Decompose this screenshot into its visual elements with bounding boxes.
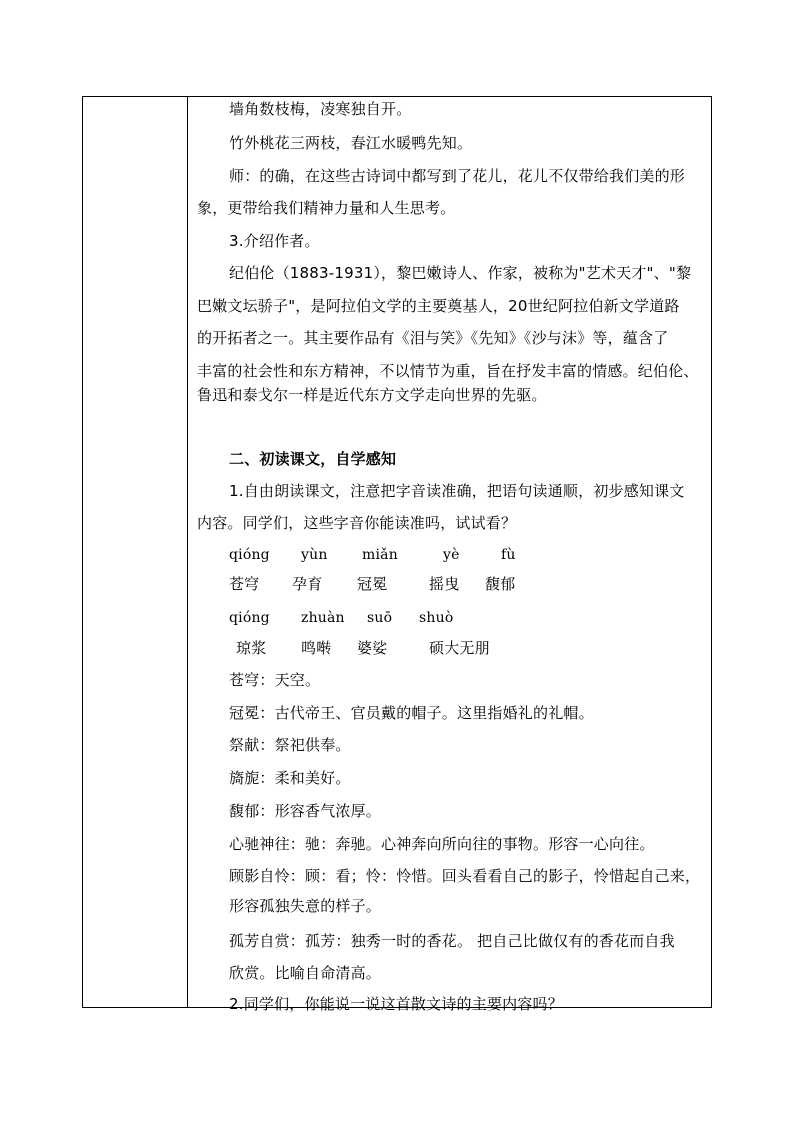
author-intro-heading: 3.介绍作者。 [229, 232, 320, 250]
definition: 冠冕：古代帝王、官员戴的帽子。这里指婚礼的礼帽。 [229, 704, 594, 722]
author-intro-line: 纪伯伦（1883-1931），黎巴嫩诗人、作家，被称为"艺术天才"、"黎 [229, 264, 692, 282]
question: 2.同学们，你能说一说这首散文诗的主要内容吗？ [229, 995, 563, 1013]
pinyin: suō [367, 610, 393, 626]
pinyin: qióng [229, 547, 270, 563]
pinyin: zhuàn [301, 610, 345, 626]
poem-line: 竹外桃花三两枝，春江水暖鸭先知。 [229, 134, 473, 152]
vocab-word: 摇曳 [429, 575, 460, 593]
exercise-line: 内容。同学们，这些字音你能读准吗，试试看？ [197, 514, 517, 532]
author-intro-line: 巴嫩文坛骄子"，是阿拉伯文学的主要奠基人，20世纪阿拉伯新文学道路 [197, 297, 680, 315]
definition: 祭献：祭祀供奉。 [229, 736, 351, 754]
definition: 形容孤独失意的样子。 [229, 897, 382, 915]
exercise-line: 1.自由朗读课文，注意把字音读准确，把语句读通顺，初步感知课文 [229, 482, 685, 500]
author-intro-line: 的开拓者之一。其主要作品有《泪与笑》《先知》《沙与沫》等，蕴含了 [197, 329, 669, 347]
pinyin: miǎn [362, 547, 398, 563]
teacher-remark-line: 师：的确，在这些古诗词中都写到了花儿，花儿不仅带给我们美的形 [229, 167, 686, 185]
definition: 顾影自怜：顾：看；怜：怜惜。回头看看自己的影子，怜惜起自己来， [229, 867, 701, 885]
author-intro-line: 鲁迅和泰戈尔一样是近代东方文学走向世界的先驱。 [197, 386, 547, 404]
pinyin: shuò [419, 610, 454, 626]
vocab-word: 苍穹 [229, 575, 260, 593]
vocab-word: 硕大无朋 [429, 639, 490, 657]
content-cell [188, 97, 711, 1013]
author-intro-line: 丰富的社会性和东方精神，不以情节为重，旨在抒发丰富的情感。纪伯伦、 [197, 362, 699, 380]
definition: 欣赏。比喻自命清高。 [229, 964, 382, 982]
pinyin: qióng [229, 610, 270, 626]
vocab-word: 馥郁 [485, 575, 516, 593]
section-heading: 二、初读课文，自学感知 [229, 450, 397, 468]
definition: 苍穹：天空。 [229, 671, 321, 689]
definition: 旖旎：柔和美好。 [229, 769, 351, 787]
vocab-word: 鸣啭 [301, 639, 332, 657]
pinyin: fù [501, 547, 516, 563]
vocab-word: 孕育 [292, 575, 323, 593]
pinyin: yè [443, 547, 460, 563]
vocab-word: 琼浆 [236, 639, 267, 657]
vocab-word: 冠冕 [357, 575, 388, 593]
definition: 心驰神往：驰：奔驰。心神奔向所向往的事物。形容一心向往。 [229, 835, 655, 853]
pinyin: yùn [301, 547, 328, 563]
definition: 孤芳自赏：孤芳：独秀一时的香花。 把自己比做仅有的香花而自我 [229, 932, 675, 950]
vocab-word: 婆娑 [357, 639, 388, 657]
lesson-table [82, 96, 712, 1013]
teacher-remark-line: 象，更带给我们精神力量和人生思考。 [197, 199, 456, 217]
poem-line: 墙角数枝梅，凌寒独自开。 [229, 100, 412, 118]
definition: 馥郁：形容香气浓厚。 [229, 802, 382, 820]
